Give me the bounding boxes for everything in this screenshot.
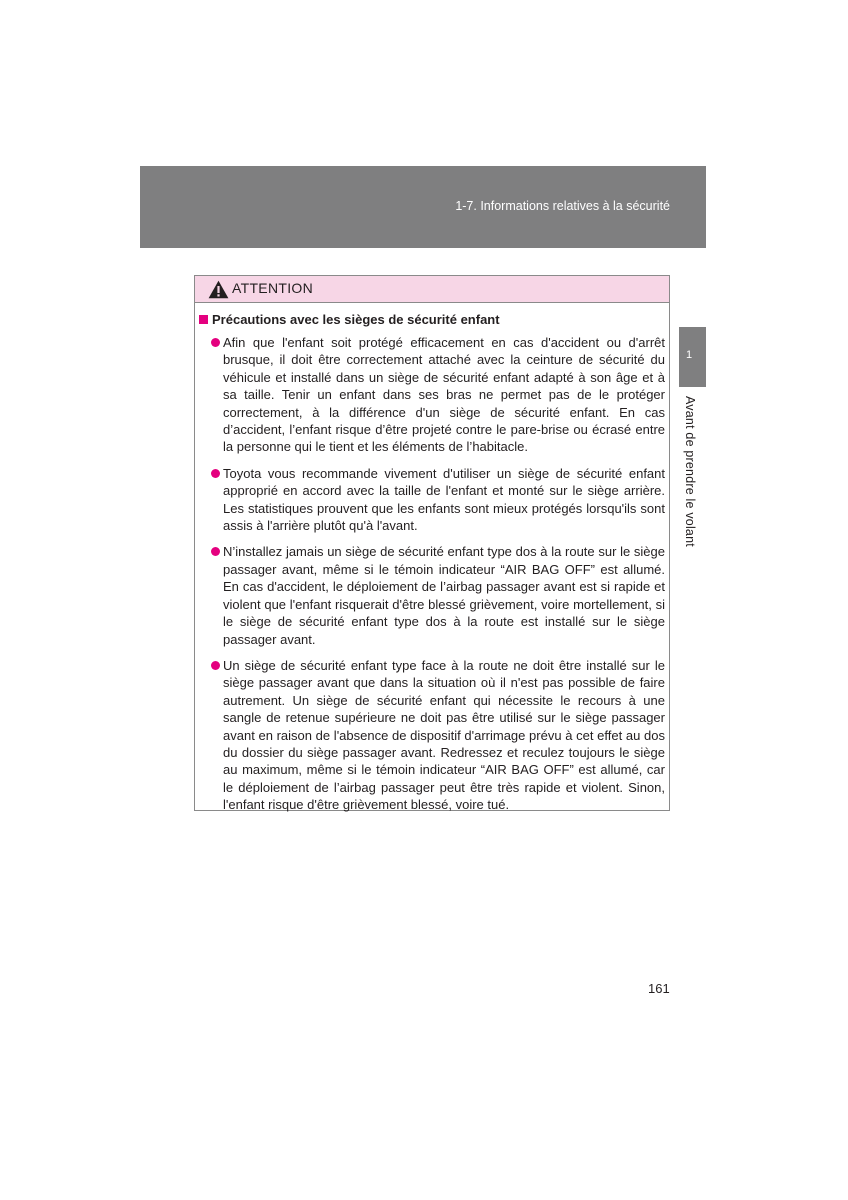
- bullet-dot-icon: [211, 661, 220, 670]
- list-item: [211, 657, 665, 814]
- chapter-title: Avant de prendre le volant: [683, 396, 697, 547]
- list-item-text: Un siège de sécurité enfant type face à la route ne doit être installé sur le siège passager avant que dans la situation où il n'est pas possible de faire autrement. Un siège de sécurité enfant qui nécessite le recours à une sangle de retenue supérieure ne doit pas être utilisé sur le siège passager avant en raison de l'absence de dispositif d'arrimage prévu à cet effet au dos du dossier du siège passager avant. Redressez et reculez toujours le siège au maximum, même si le témoin indicateur “AIR BAG OFF” est allumé, car le déploiement de l’airbag passager peut être très rapide et violent. Sinon, l'enfant risque d'être grièvement blessé, voire tué.: [223, 657, 665, 813]
- chapter-number: 1: [685, 349, 693, 361]
- list-item: [211, 543, 665, 647]
- chapter-header-band: [140, 166, 706, 248]
- page-number: 161: [648, 981, 670, 996]
- list-item-text: N’installez jamais un siège de sécurité enfant type dos à la route sur le siège passager avant, même si le témoin indicateur “AIR BAG OFF” est allumé. En cas d'accident, le déploiement de l’airbag passager avant est si rapide et violent que l'enfant risquerait d'être blessé grièvement, voire mortellement, si le siège de sécurité enfant type dos à la route est installé sur le siège passager avant.: [223, 544, 665, 647]
- list-item-text: Afin que l'enfant soit protégé efficacement en cas d'accident ou d'arrêt brusque, il doit être correctement attaché avec la ceinture de sécurité du véhicule et installé dans un siège de sécurité enfant adapté à son âge et à sa taille. Tenir un enfant dans ses bras ne permet pas de le protéger correctement, à la différence d'un siège de sécurité enfant. En cas d’accident, l’enfant risque d’être projeté contre le pare-brise ou écrasé entre la personne qui le tient et les éléments de l’habitacle.: [223, 335, 665, 455]
- chapter-tab: [679, 327, 706, 387]
- bullet-dot-icon: [211, 469, 220, 478]
- bullet-dot-icon: [211, 547, 220, 556]
- attention-header: [195, 276, 669, 303]
- section-heading-text: Précautions avec les sièges de sécurité enfant: [212, 312, 500, 327]
- list-item: [211, 465, 665, 535]
- square-bullet-icon: [199, 315, 208, 324]
- bullet-dot-icon: [211, 338, 220, 347]
- attention-box: [194, 275, 670, 811]
- list-item-text: Toyota vous recommande vivement d'utiliser un siège de sécurité enfant approprié en accord avec la taille de l'enfant et monté sur le siège arrière. Les statistiques prouvent que les enfants sont mieux protégés lorsqu'ils sont assis à l'arrière plutôt qu'à l'avant.: [223, 465, 665, 534]
- attention-label: ATTENTION: [232, 280, 313, 296]
- section-heading: [199, 312, 500, 327]
- precautions-list: [211, 334, 665, 823]
- list-item: [211, 334, 665, 456]
- warning-triangle-icon: [208, 280, 229, 299]
- section-title: 1-7. Informations relatives à la sécurité: [455, 199, 670, 213]
